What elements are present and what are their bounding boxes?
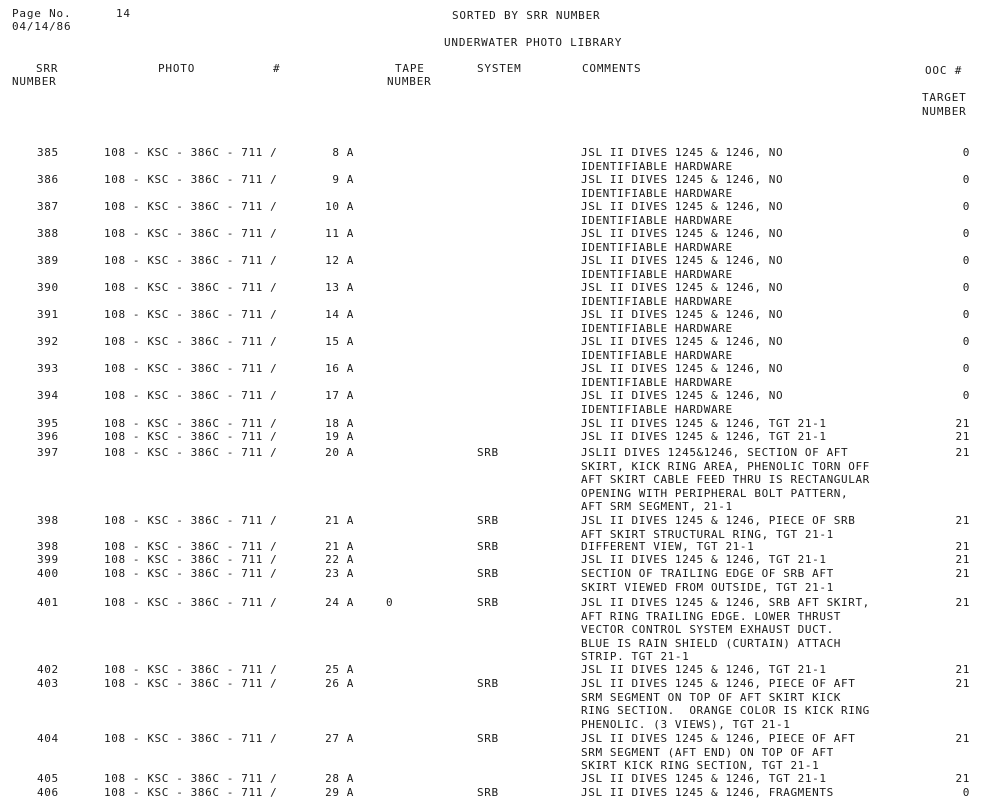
comment-line: BLUE IS RAIN SHIELD (CURTAIN) ATTACH xyxy=(581,636,842,650)
photo-number: 14 A xyxy=(325,308,354,321)
photo-number: 8 A xyxy=(332,146,354,159)
page-label: Page No. xyxy=(12,7,72,20)
target-number: 0 xyxy=(962,281,970,294)
photo-id: 108 - KSC - 386C - 711 / xyxy=(104,389,278,402)
comment-line: DIFFERENT VIEW, TGT 21-1 xyxy=(581,540,755,553)
photo-number: 21 A xyxy=(325,514,354,527)
comment-line: IDENTIFIABLE HARDWARE xyxy=(581,213,733,227)
system-code: SRB xyxy=(477,732,499,745)
comment-line: IDENTIFIABLE HARDWARE xyxy=(581,159,733,173)
comment-line: OPENING WITH PERIPHERAL BOLT PATTERN, xyxy=(581,486,849,500)
photo-id: 108 - KSC - 386C - 711 / xyxy=(104,514,278,527)
system-code: SRB xyxy=(477,446,499,459)
comment-line: JSL II DIVES 1245 & 1246, NO xyxy=(581,335,784,348)
photo-number: 23 A xyxy=(325,567,354,580)
system-code: SRB xyxy=(477,786,499,799)
photo-number: 19 A xyxy=(325,430,354,443)
comment-line: AFT RING TRAILING EDGE. LOWER THRUST xyxy=(581,609,842,623)
comment-line: JSL II DIVES 1245 & 1246, TGT 21-1 xyxy=(581,663,827,676)
comment-line: JSL II DIVES 1245 & 1246, NO xyxy=(581,389,784,402)
target-number: 21 xyxy=(955,677,970,690)
comment-line: JSL II DIVES 1245 & 1246, FRAGMENTS xyxy=(581,786,834,799)
target-number: 21 xyxy=(955,446,970,459)
col-photo-header: PHOTO xyxy=(158,62,196,75)
comment-line: SKIRT VIEWED FROM OUTSIDE, TGT 21-1 xyxy=(581,580,834,594)
comment-line: IDENTIFIABLE HARDWARE xyxy=(581,294,733,308)
photo-id: 108 - KSC - 386C - 711 / xyxy=(104,732,278,745)
col-number-header: # xyxy=(273,62,281,75)
target-number: 0 xyxy=(962,389,970,402)
photo-number: 29 A xyxy=(325,786,354,799)
comment-line: STRIP. TGT 21-1 xyxy=(581,650,690,664)
comment-line: AFT SRM SEGMENT, 21-1 xyxy=(581,500,733,514)
target-number: 0 xyxy=(962,786,970,799)
tape-number: 0 xyxy=(386,596,394,609)
srr-number: 387 xyxy=(37,200,59,213)
system-code: SRB xyxy=(477,567,499,580)
comment-line: JSL II DIVES 1245 & 1246, NO xyxy=(581,200,784,213)
target-number: 0 xyxy=(962,254,970,267)
photo-id: 108 - KSC - 386C - 711 / xyxy=(104,308,278,321)
comment-line: IDENTIFIABLE HARDWARE xyxy=(581,186,733,200)
srr-number: 405 xyxy=(37,772,59,785)
photo-id: 108 - KSC - 386C - 711 / xyxy=(104,786,278,799)
srr-number: 403 xyxy=(37,677,59,690)
comment-line: IDENTIFIABLE HARDWARE xyxy=(581,375,733,389)
photo-id: 108 - KSC - 386C - 711 / xyxy=(104,417,278,430)
photo-number: 28 A xyxy=(325,772,354,785)
photo-id: 108 - KSC - 386C - 711 / xyxy=(104,335,278,348)
comment-line: IDENTIFIABLE HARDWARE xyxy=(581,267,733,281)
photo-id: 108 - KSC - 386C - 711 / xyxy=(104,200,278,213)
system-code: SRB xyxy=(477,514,499,527)
srr-number: 402 xyxy=(37,663,59,676)
srr-number: 406 xyxy=(37,786,59,799)
photo-number: 27 A xyxy=(325,732,354,745)
target-number: 21 xyxy=(955,417,970,430)
comment-line: SKIRT, KICK RING AREA, PHENOLIC TORN OFF xyxy=(581,459,870,473)
srr-number: 398 xyxy=(37,514,59,527)
comment-line: JSL II DIVES 1245 & 1246, PIECE OF AFT xyxy=(581,677,856,690)
srr-number: 389 xyxy=(37,254,59,267)
photo-id: 108 - KSC - 386C - 711 / xyxy=(104,254,278,267)
target-number: 21 xyxy=(955,430,970,443)
srr-number: 395 xyxy=(37,417,59,430)
srr-number: 401 xyxy=(37,596,59,609)
col-target-header: TARGET xyxy=(922,91,967,104)
photo-id: 108 - KSC - 386C - 711 / xyxy=(104,227,278,240)
comment-line: JSL II DIVES 1245 & 1246, NO xyxy=(581,146,784,159)
photo-number: 21 A xyxy=(325,540,354,553)
photo-id: 108 - KSC - 386C - 711 / xyxy=(104,772,278,785)
photo-number: 25 A xyxy=(325,663,354,676)
srr-number: 386 xyxy=(37,173,59,186)
col-tape-header-2: NUMBER xyxy=(387,75,432,88)
target-number: 0 xyxy=(962,335,970,348)
photo-id: 108 - KSC - 386C - 711 / xyxy=(104,540,278,553)
photo-number: 16 A xyxy=(325,362,354,375)
photo-id: 108 - KSC - 386C - 711 / xyxy=(104,281,278,294)
comment-line: PHENOLIC. (3 VIEWS), TGT 21-1 xyxy=(581,717,791,731)
comment-line: JSL II DIVES 1245 & 1246, NO xyxy=(581,308,784,321)
sort-title: SORTED BY SRR NUMBER xyxy=(452,9,601,22)
col-comments-header: COMMENTS xyxy=(582,62,642,75)
target-number: 21 xyxy=(955,567,970,580)
system-code: SRB xyxy=(477,540,499,553)
comment-line: AFT SKIRT STRUCTURAL RING, TGT 21-1 xyxy=(581,527,834,541)
comment-line: JSL II DIVES 1245 & 1246, NO xyxy=(581,281,784,294)
photo-number: 15 A xyxy=(325,335,354,348)
photo-id: 108 - KSC - 386C - 711 / xyxy=(104,596,278,609)
comment-line: SKIRT KICK RING SECTION, TGT 21-1 xyxy=(581,759,820,773)
target-number: 0 xyxy=(962,173,970,186)
comment-line: VECTOR CONTROL SYSTEM EXHAUST DUCT. xyxy=(581,623,834,637)
comment-line: JSL II DIVES 1245 & 1246, NO xyxy=(581,227,784,240)
comment-line: RING SECTION. ORANGE COLOR IS KICK RING xyxy=(581,704,870,718)
srr-number: 392 xyxy=(37,335,59,348)
comment-line: JSL II DIVES 1245 & 1246, PIECE OF SRB xyxy=(581,514,856,527)
srr-number: 397 xyxy=(37,446,59,459)
photo-id: 108 - KSC - 386C - 711 / xyxy=(104,567,278,580)
photo-id: 108 - KSC - 386C - 711 / xyxy=(104,663,278,676)
srr-number: 391 xyxy=(37,308,59,321)
srr-number: 400 xyxy=(37,567,59,580)
target-number: 21 xyxy=(955,553,970,566)
comment-line: IDENTIFIABLE HARDWARE xyxy=(581,402,733,416)
photo-number: 17 A xyxy=(325,389,354,402)
page-number: 14 xyxy=(116,7,131,20)
col-tape-header: TAPE xyxy=(395,62,425,75)
photo-number: 20 A xyxy=(325,446,354,459)
photo-id: 108 - KSC - 386C - 711 / xyxy=(104,430,278,443)
srr-number: 385 xyxy=(37,146,59,159)
library-title: UNDERWATER PHOTO LIBRARY xyxy=(444,36,623,49)
photo-number: 11 A xyxy=(325,227,354,240)
srr-number: 388 xyxy=(37,227,59,240)
photo-number: 10 A xyxy=(325,200,354,213)
target-number: 0 xyxy=(962,362,970,375)
photo-id: 108 - KSC - 386C - 711 / xyxy=(104,446,278,459)
srr-number: 404 xyxy=(37,732,59,745)
photo-number: 26 A xyxy=(325,677,354,690)
photo-number: 18 A xyxy=(325,417,354,430)
report-date: 04/14/86 xyxy=(12,20,72,33)
target-number: 0 xyxy=(962,200,970,213)
target-number: 21 xyxy=(955,772,970,785)
photo-number: 9 A xyxy=(332,173,354,186)
target-number: 21 xyxy=(955,540,970,553)
photo-number: 24 A xyxy=(325,596,354,609)
comment-line: JSL II DIVES 1245 & 1246, TGT 21-1 xyxy=(581,772,827,785)
comment-line: JSL II DIVES 1245 & 1246, NO xyxy=(581,362,784,375)
system-code: SRB xyxy=(477,677,499,690)
col-system-header: SYSTEM xyxy=(477,62,522,75)
photo-number: 12 A xyxy=(325,254,354,267)
comment-line: AFT SKIRT CABLE FEED THRU IS RECTANGULAR xyxy=(581,473,870,487)
comment-line: IDENTIFIABLE HARDWARE xyxy=(581,321,733,335)
srr-number: 399 xyxy=(37,553,59,566)
col-srr-header: SRR xyxy=(36,62,59,75)
col-target-header-2: NUMBER xyxy=(922,105,967,118)
comment-line: JSL II DIVES 1245 & 1246, TGT 21-1 xyxy=(581,553,827,566)
comment-line: JSL II DIVES 1245 & 1246, NO xyxy=(581,173,784,186)
comment-line: JSLII DIVES 1245&1246, SECTION OF AFT xyxy=(581,446,849,459)
comment-line: SECTION OF TRAILING EDGE OF SRB AFT xyxy=(581,567,834,580)
target-number: 21 xyxy=(955,596,970,609)
col-ooc-header: OOC # xyxy=(925,64,963,77)
comment-line: IDENTIFIABLE HARDWARE xyxy=(581,240,733,254)
srr-number: 394 xyxy=(37,389,59,402)
photo-id: 108 - KSC - 386C - 711 / xyxy=(104,553,278,566)
target-number: 21 xyxy=(955,732,970,745)
comment-line: JSL II DIVES 1245 & 1246, TGT 21-1 xyxy=(581,430,827,443)
photo-number: 22 A xyxy=(325,553,354,566)
target-number: 0 xyxy=(962,308,970,321)
srr-number: 396 xyxy=(37,430,59,443)
srr-number: 393 xyxy=(37,362,59,375)
comment-line: JSL II DIVES 1245 & 1246, TGT 21-1 xyxy=(581,417,827,430)
comment-line: SRM SEGMENT ON TOP OF AFT SKIRT KICK xyxy=(581,690,842,704)
target-number: 0 xyxy=(962,146,970,159)
photo-id: 108 - KSC - 386C - 711 / xyxy=(104,146,278,159)
comment-line: JSL II DIVES 1245 & 1246, NO xyxy=(581,254,784,267)
srr-number: 398 xyxy=(37,540,59,553)
target-number: 0 xyxy=(962,227,970,240)
system-code: SRB xyxy=(477,596,499,609)
photo-id: 108 - KSC - 386C - 711 / xyxy=(104,362,278,375)
photo-id: 108 - KSC - 386C - 711 / xyxy=(104,677,278,690)
photo-id: 108 - KSC - 386C - 711 / xyxy=(104,173,278,186)
col-srr-header-2: NUMBER xyxy=(12,75,57,88)
target-number: 21 xyxy=(955,514,970,527)
target-number: 21 xyxy=(955,663,970,676)
comment-line: IDENTIFIABLE HARDWARE xyxy=(581,348,733,362)
photo-number: 13 A xyxy=(325,281,354,294)
comment-line: SRM SEGMENT (AFT END) ON TOP OF AFT xyxy=(581,745,834,759)
srr-number: 390 xyxy=(37,281,59,294)
comment-line: JSL II DIVES 1245 & 1246, PIECE OF AFT xyxy=(581,732,856,745)
comment-line: JSL II DIVES 1245 & 1246, SRB AFT SKIRT, xyxy=(581,596,870,609)
